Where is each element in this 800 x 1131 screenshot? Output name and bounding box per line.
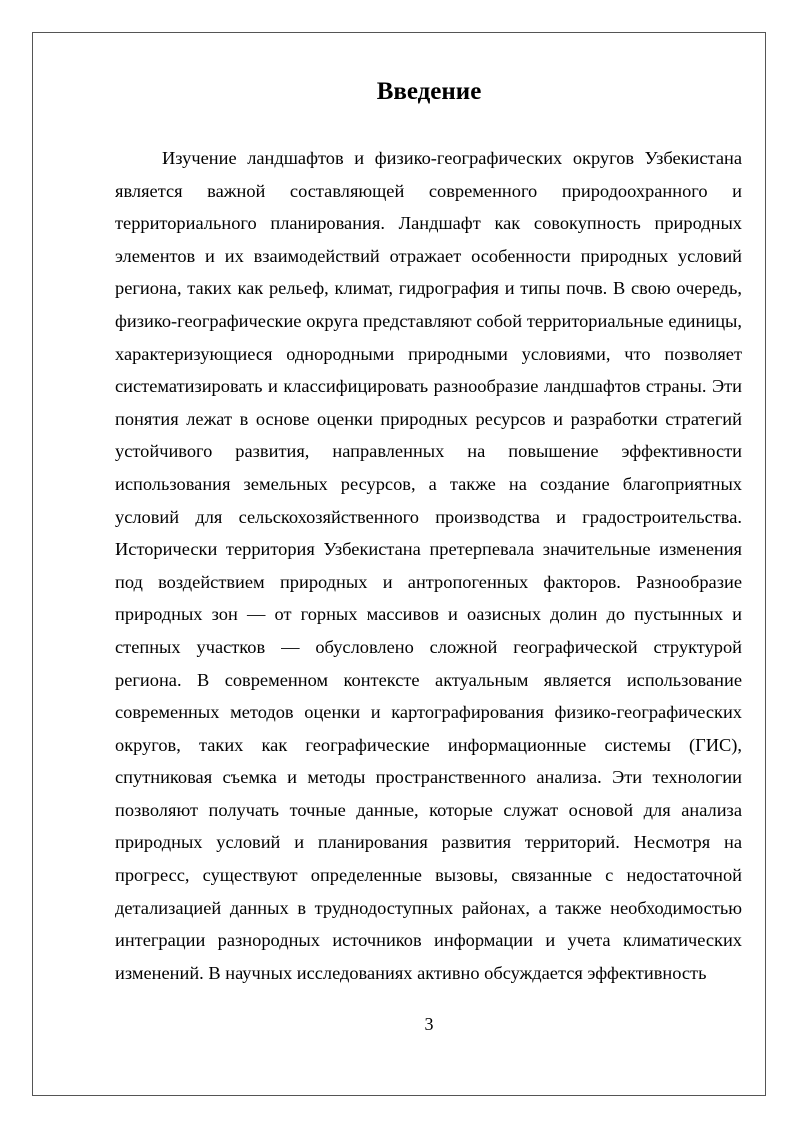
body-paragraph: Изучение ландшафтов и физико-географических округов Узбекистана является важной составляющей современного природоохранного и территориального планирования. Ландшафт как совокупность природных элементов и их взаимодействий отражает особенности природных условий региона, таких как рельеф, климат, гидрография и типы почв. В свою очередь, физико-географические округа представляют собой территориальные единицы, характеризующиеся однородными природными условиями, что позволяет систематизировать и классифицировать разнообразие ландшафтов страны. Эти понятия лежат в основе оценки природных ресурсов и разработки стратегий устойчивого развития, направленных на повышение эффективности использования земельных ресурсов, а также на создание благоприятных условий для сельскохозяйственного производства и градостроительства. Исторически территория Узбекистана претерпевала значительные изменения под воздействием природных и антропогенных факторов. Разнообразие природных зон — от горных массивов и оазисных долин до пустынных и степных участков — обусловлено сложной географической структурой региона. В современном контексте актуальным является использование современных методов оценки и картографирования физико-географических округов, таких как географические информационные системы (ГИС), спутниковая съемка и методы пространственного анализа. Эти технологии позволяют получать точные данные, которые служат основой для анализа природных условий и планирования развития территорий. Несмотря на прогресс, существуют определенные вызовы, связанные с недостаточной детализацией данных в труднодоступных районах, а также необходимостью интеграции разнородных источников информации и учета климатических изменений. В научных исследованиях активно обсуждается эффективность xyxy=(115,148,742,983)
page-number: 3 xyxy=(424,1014,434,1034)
page-title: Введение xyxy=(376,78,482,105)
